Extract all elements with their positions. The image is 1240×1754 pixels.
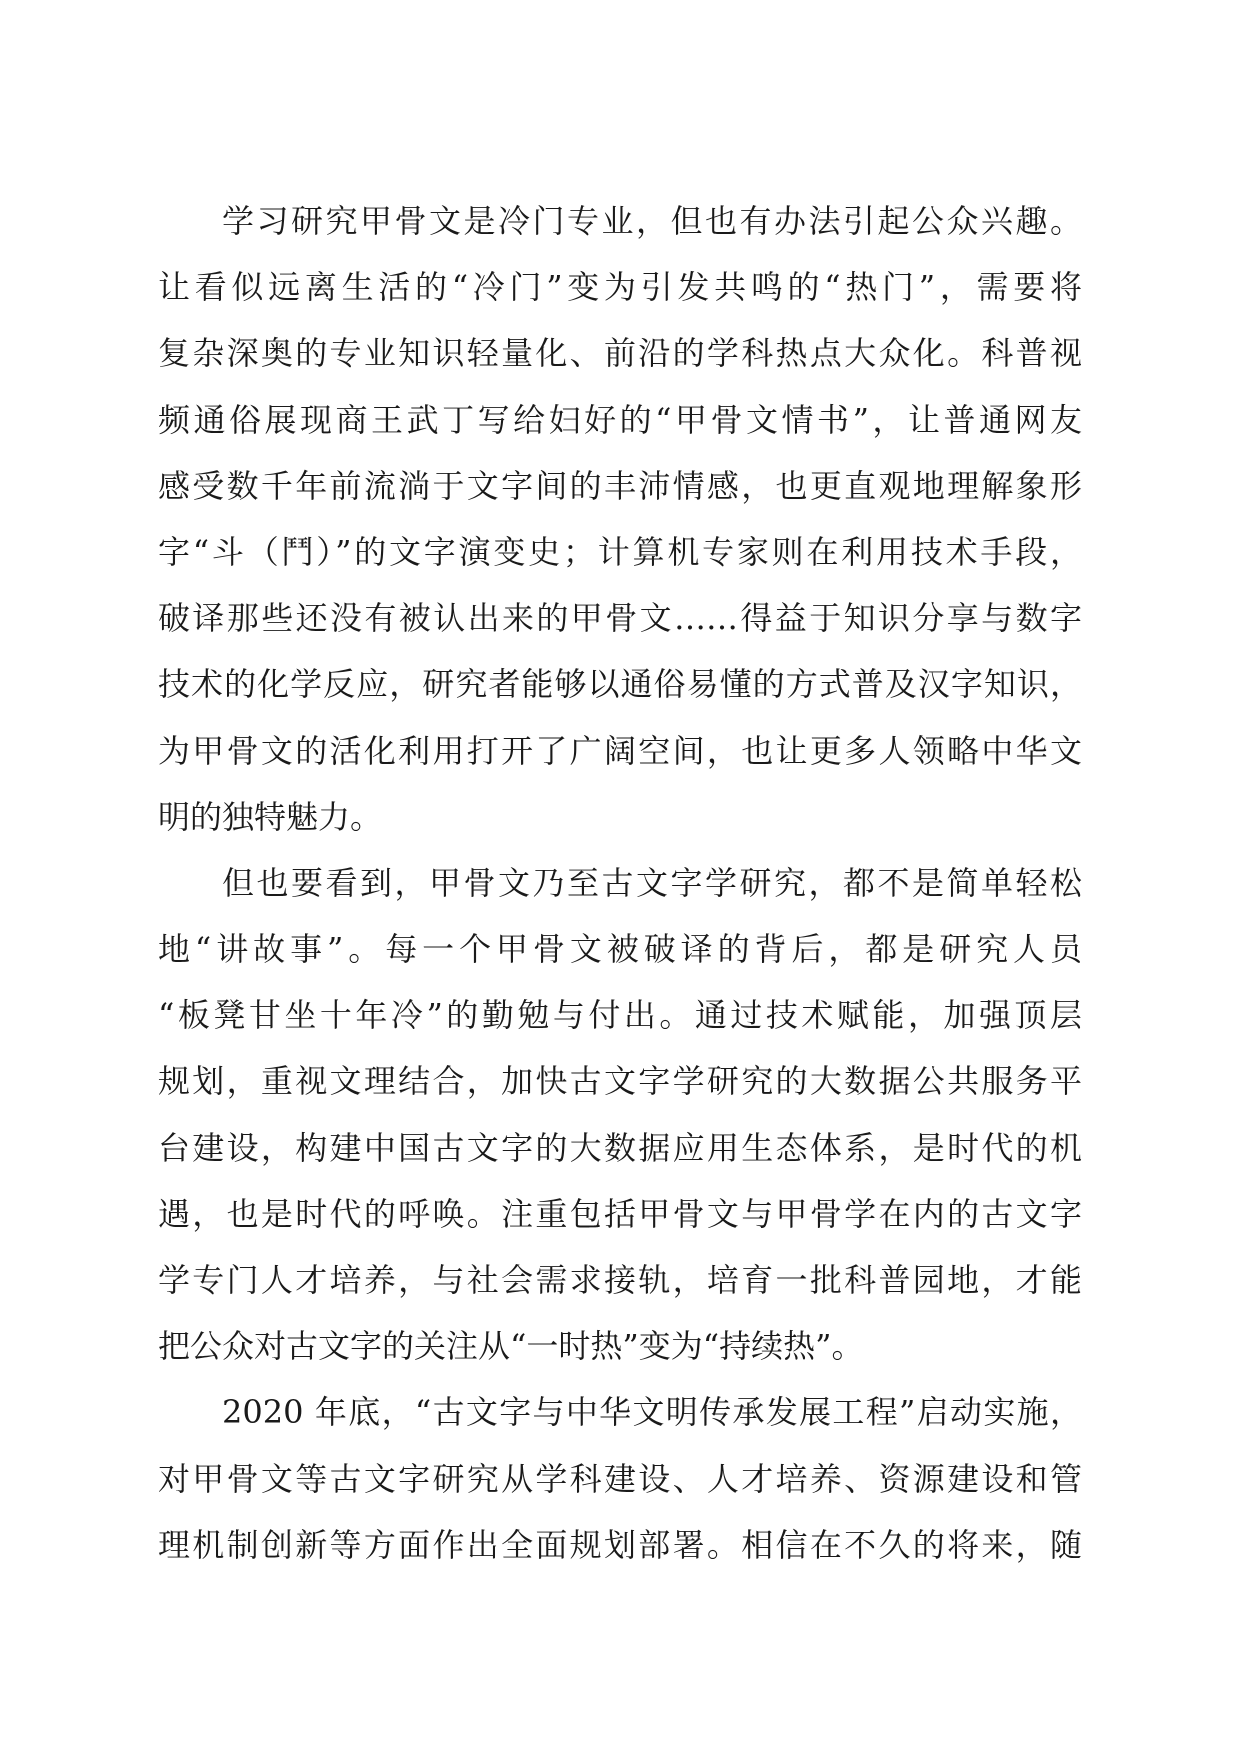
text-line: 明的独特魅力。: [158, 797, 383, 836]
paragraph-2: [158, 850, 1082, 1380]
text-line: 遇，也是时代的呼唤。注重包括甲骨文与甲骨学在内的古文字: [158, 1194, 1082, 1233]
text-line: 学专门人才培养，与社会需求接轨，培育一批科普园地，才能: [158, 1261, 1082, 1299]
text-line: 理机制创新等方面作出全面规划部署。相信在不久的将来，随: [158, 1525, 1082, 1564]
text-line: 字“斗（鬥）”的文字演变史；计算机专家则在利用技术手段，: [158, 532, 1082, 571]
text-line: 破译那些还没有被认出来的甲骨文……得益于知识分享与数字: [158, 599, 1082, 638]
text-line: 2020 年底，“古文字与中华文明传承发展工程”启动实施，: [222, 1393, 1082, 1432]
text-line: 台建设，构建中国古文字的大数据应用生态体系，是时代的机: [158, 1128, 1082, 1167]
text-line: 让看似远离生活的“冷门”变为引发共鸣的“热门”，需要将: [158, 268, 1082, 307]
text-line: 为甲骨文的活化利用打开了广阔空间，也让更多人领略中华文: [158, 731, 1082, 770]
text-line: 对甲骨文等古文字研究从学科建设、人才培养、资源建设和管: [158, 1459, 1082, 1498]
text-line: 感受数千年前流淌于文字间的丰沛情感，也更直观地理解象形: [158, 466, 1082, 505]
text-line: 学习研究甲骨文是冷门专业，但也有办法引起公众兴趣。: [222, 202, 1082, 240]
text-line: 技术的化学反应，研究者能够以通俗易懂的方式普及汉字知识，: [158, 665, 1082, 704]
text-line: 频通俗展现商王武丁写给妇好的“甲骨文情书”，让普通网友: [158, 400, 1082, 439]
paragraph-1: [158, 188, 1082, 850]
text-line: “板凳甘坐十年冷”的勤勉与付出。通过技术赋能，加强顶层: [158, 996, 1082, 1035]
text-line: 复杂深奥的专业知识轻量化、前沿的学科热点大众化。科普视: [158, 334, 1082, 373]
paragraph-3: [158, 1379, 1082, 1578]
text-line: 把公众对古文字的关注从“一时热”变为“持续热”。: [158, 1327, 864, 1366]
article-body: [158, 188, 1082, 1578]
text-line: 规划，重视文理结合，加快古文字学研究的大数据公共服务平: [158, 1062, 1082, 1101]
text-line: 地“讲故事”。每一个甲骨文被破译的背后，都是研究人员: [158, 930, 1082, 969]
text-line: 但也要看到，甲骨文乃至古文字学研究，都不是简单轻松: [222, 863, 1082, 902]
